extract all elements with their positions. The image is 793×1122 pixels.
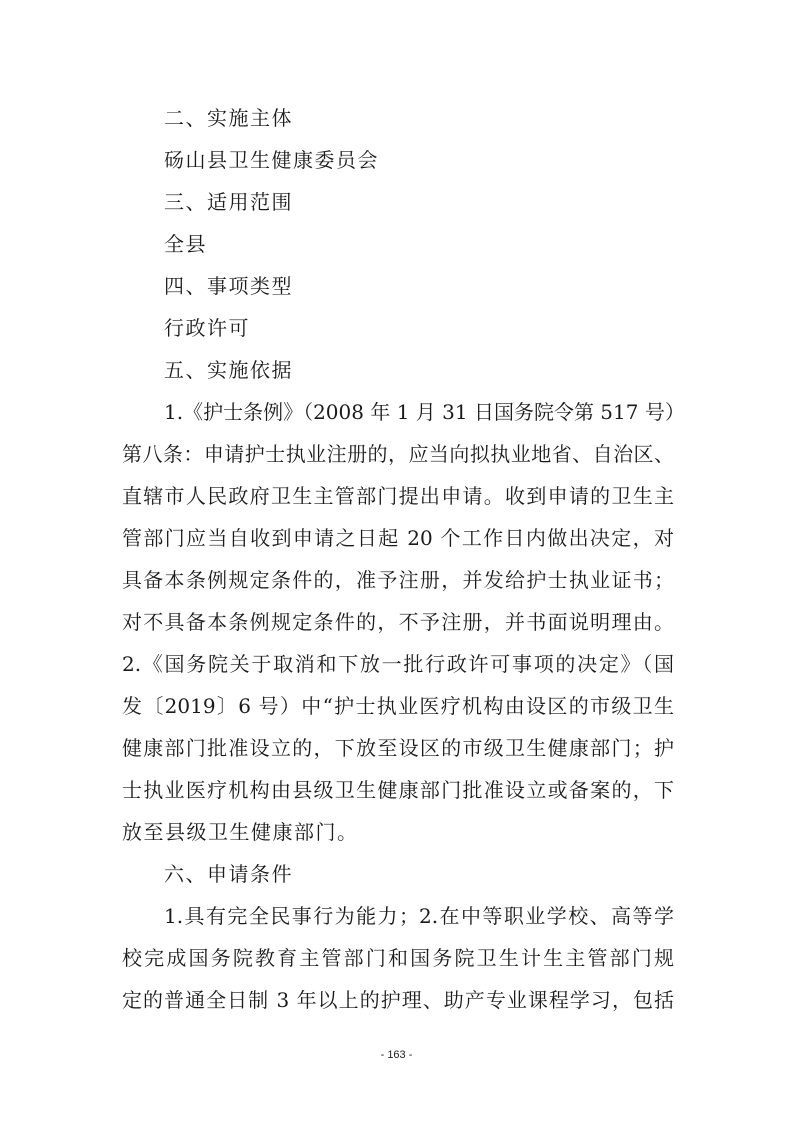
basis-line: 1.《护士条例》（2008 年 1 月 31 日国务院令第 517 号）: [164, 400, 685, 424]
basis-line: 2.《国务院关于取消和下放一批行政许可事项的决定》（国: [122, 652, 674, 676]
basis-line: 发〔2019〕6 号）中“护士执业医疗机构由设区的市级卫生: [122, 694, 674, 718]
basis-line: 对不具备本条例规定条件的，不予注册，并书面说明理由。: [122, 610, 674, 634]
basis-line: 管部门应当自收到申请之日起 20 个工作日内做出决定，对: [122, 526, 674, 550]
basis-line: 健康部门批准设立的，下放至设区的市级卫生健康部门；护: [122, 736, 674, 760]
basis-line: 第八条：申请护士执业注册的，应当向拟执业地省、自治区、: [122, 442, 674, 466]
implementing-body-text: 砀山县卫生健康委员会: [164, 148, 379, 172]
conditions-line: 定的普通全日制 3 年以上的护理、助产专业课程学习，包括: [122, 988, 674, 1012]
basis-line: 具备本条例规定条件的，准予注册，并发给护士执业证书；: [122, 568, 674, 592]
page-number: - 163 -: [380, 1049, 413, 1061]
basis-line: 士执业医疗机构由县级卫生健康部门批准设立或备案的，下: [122, 778, 674, 802]
basis-line: 直辖市人民政府卫生主管部门提出申请。收到申请的卫生主: [122, 484, 674, 508]
section-heading-conditions: 六、申请条件: [164, 862, 293, 886]
section-heading-basis: 五、实施依据: [164, 358, 293, 382]
section-heading-matter-type: 四、事项类型: [164, 274, 293, 298]
section-heading-implementing-body: 二、实施主体: [164, 106, 293, 130]
conditions-line: 1.具有完全民事行为能力；2.在中等职业学校、高等学: [164, 904, 674, 928]
conditions-line: 校完成国务院教育主管部门和国务院卫生计生主管部门规: [122, 946, 674, 970]
scope-text: 全县: [164, 232, 207, 256]
matter-type-text: 行政许可: [164, 316, 250, 340]
basis-line: 放至县级卫生健康部门。: [122, 820, 359, 844]
section-heading-scope: 三、适用范围: [164, 190, 293, 214]
